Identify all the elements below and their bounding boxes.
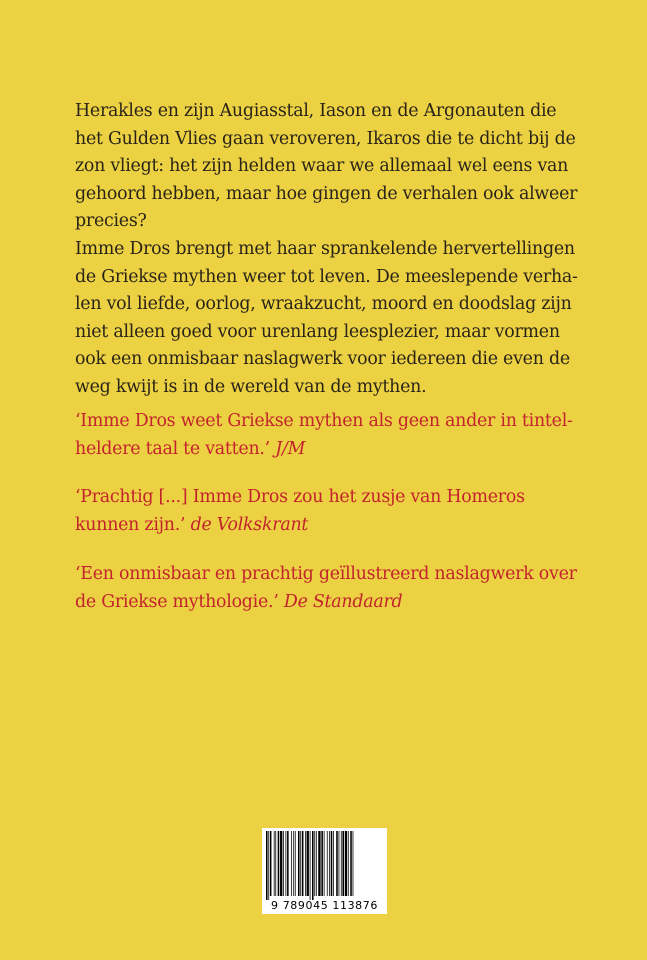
quote-source: de Volkskrant	[190, 514, 309, 535]
blurb-line: Imme Dros brengt met haar sprankelende hervertellingen	[75, 238, 575, 259]
barcode-bar	[333, 831, 334, 896]
quote-text: ‘Imme Dros weet Griekse mythen als geen ander in tintel-	[75, 411, 573, 431]
barcode-bar	[329, 831, 330, 896]
barcode-bar	[278, 831, 280, 896]
barcode-bar	[266, 831, 268, 900]
blurb-line: gehoord hebben, maar hoe gingen de verhalen ook alweer	[75, 183, 578, 204]
barcode-digits: 9 789045 113876	[271, 899, 378, 912]
barcode-bar	[298, 831, 300, 896]
barcode-bar	[275, 831, 276, 896]
barcode-bar	[348, 831, 349, 896]
quote-text: heldere taal te vatten.’	[75, 438, 270, 459]
quote-text: ‘Prachtig [...] Imme Dros zou het zusje van Homeros	[75, 487, 525, 507]
barcode-bars	[262, 828, 387, 900]
barcode-bar	[350, 831, 352, 896]
isbn-barcode	[262, 828, 387, 914]
blurb-line: precies?	[75, 211, 147, 232]
blurb-line: niet alleen goed voor urenlang leesplezier, maar vormen	[75, 321, 560, 342]
barcode-bar	[324, 831, 325, 896]
quote-text: ‘Een onmisbaar en prachtig geïllustreerd naslagwerk over	[75, 564, 577, 584]
quote-text-end	[75, 436, 585, 464]
barcode-bar	[316, 831, 317, 896]
barcode-bar	[302, 831, 304, 896]
barcode-bar	[310, 831, 311, 900]
blurb-line: de Griekse mythen weer tot leven. De meeslepende verha-	[75, 266, 578, 287]
barcode-bar	[339, 831, 340, 896]
barcode-bar	[341, 831, 342, 896]
barcode-bar	[286, 831, 287, 896]
barcode-bar	[321, 831, 323, 896]
barcode-bar	[280, 831, 282, 896]
review-quote-standaard	[75, 561, 585, 616]
quote-source: J/M	[275, 438, 306, 459]
quote-text-end	[75, 512, 585, 540]
barcode-bar	[287, 831, 289, 896]
blurb-line: het Gulden Vlies gaan veroveren, Ikaros die te dicht bij de	[75, 128, 576, 149]
blurb-text	[75, 98, 578, 402]
quote-text: de Griekse mythologie.’	[75, 591, 279, 612]
barcode-bar	[318, 831, 320, 896]
review-quote-jm	[75, 408, 585, 463]
barcode-bar	[274, 831, 275, 896]
blurb-line: weg kwijt is in de wereld van de mythen.	[75, 376, 427, 397]
barcode-bar	[295, 831, 296, 896]
barcode-bar	[331, 831, 333, 896]
barcode-bar	[342, 831, 344, 896]
barcode-bar	[300, 831, 301, 896]
blurb-line: len vol liefde, oorlog, wraakzucht, moord en doodslag zijn	[75, 294, 572, 315]
barcode-bar	[291, 831, 292, 896]
barcode-bar	[293, 831, 294, 896]
barcode-bar	[283, 831, 284, 896]
quote-text: kunnen zijn.’	[75, 514, 186, 535]
blurb-line: ook een onmisbaar naslagwerk voor iedereen die even de	[75, 349, 570, 370]
quote-text-end	[75, 589, 585, 617]
quote-source: De Standaard	[283, 591, 403, 612]
barcode-bar	[305, 831, 306, 896]
barcode-bar	[307, 831, 309, 896]
barcode-bar	[345, 831, 347, 896]
barcode-bar	[314, 831, 315, 896]
barcode-bar	[353, 831, 354, 896]
barcode-bar	[336, 831, 338, 896]
review-quote-volkskrant	[75, 484, 585, 539]
blurb-line: Herakles en zijn Augiasstal, Iason en de Argonauten die	[75, 101, 557, 121]
barcode-bar	[327, 831, 328, 896]
barcode-bar	[312, 831, 314, 900]
barcode-bar	[270, 831, 272, 896]
barcode-bar	[268, 831, 269, 900]
blurb-line: zon vliegt: het zijn helden waar we allemaal wel eens van	[75, 156, 569, 177]
